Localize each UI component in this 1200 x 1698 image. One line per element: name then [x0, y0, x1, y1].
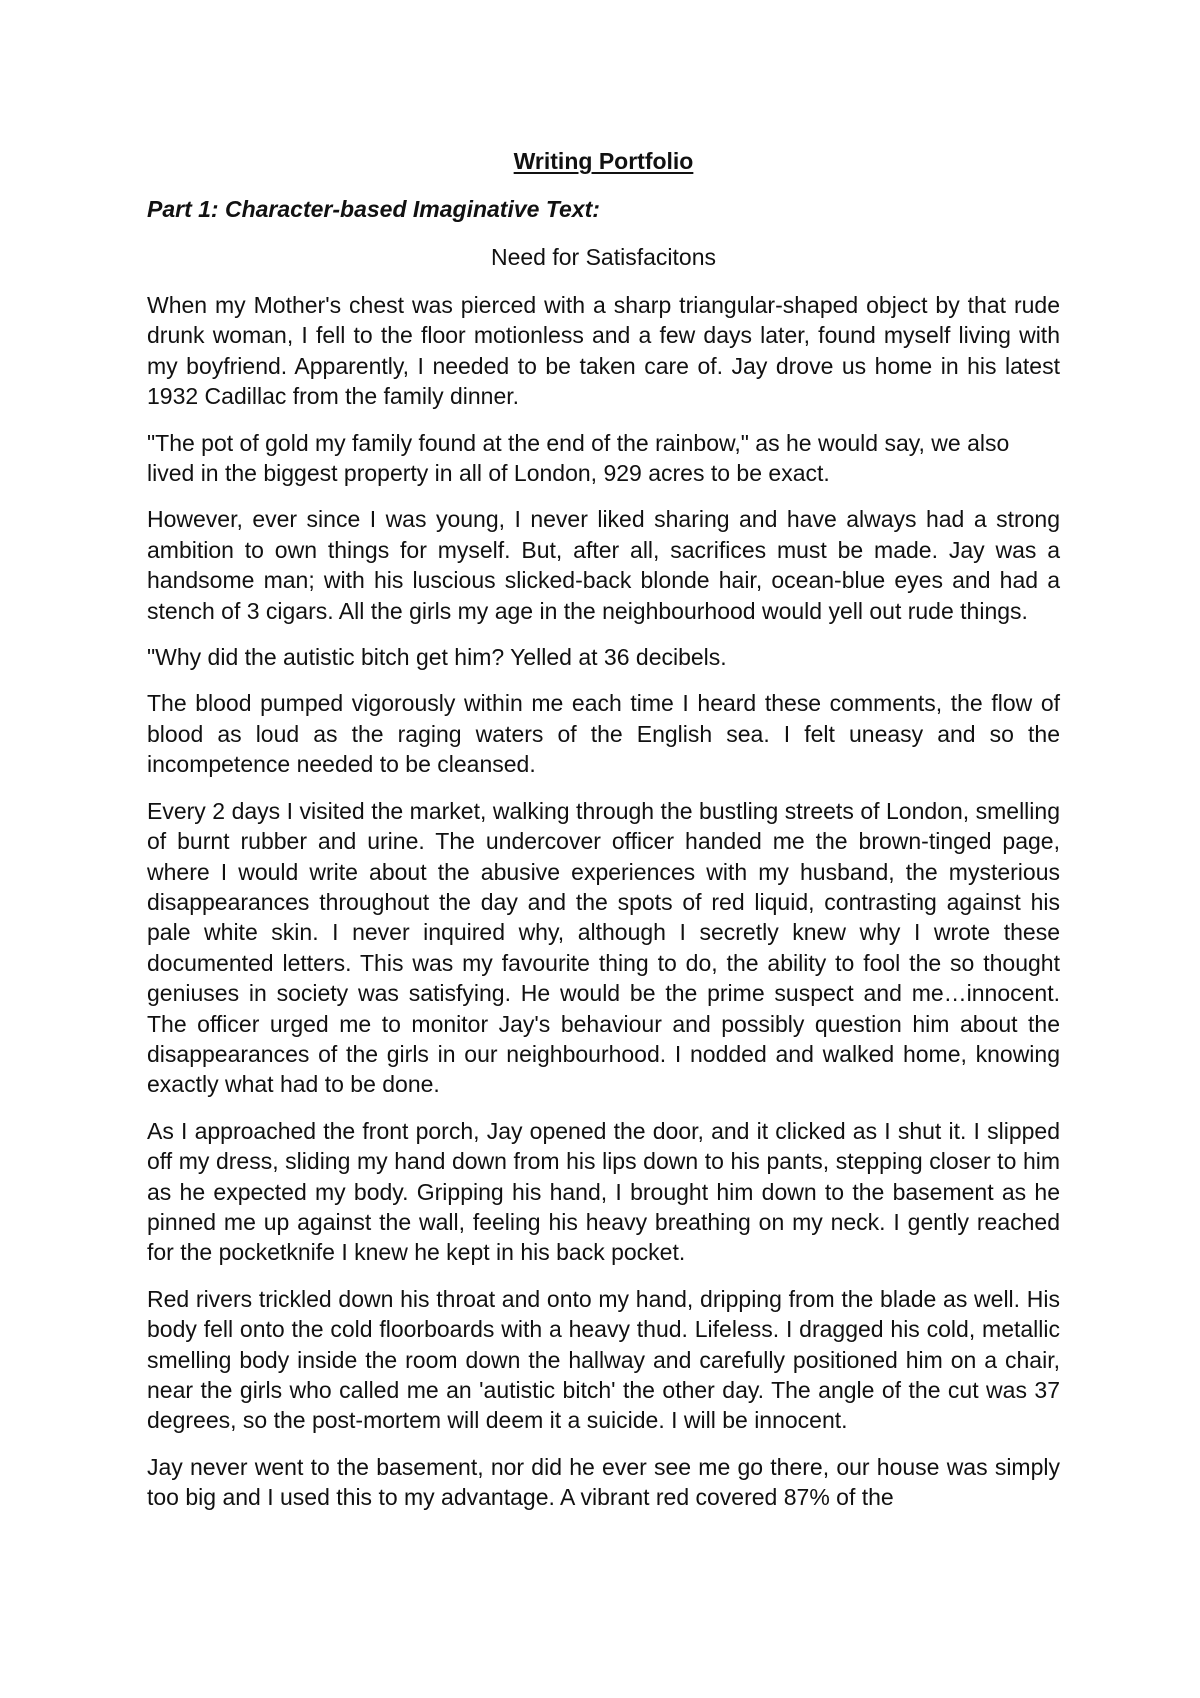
story-title: Need for Satisfacitons [490, 244, 716, 270]
document-title: Writing Portfolio [513, 148, 694, 174]
part-heading: Part 1: Character-based Imaginative Text: [147, 196, 600, 222]
paragraph: Red rivers trickled down his throat and onto my hand, dripping from the blade as well. His body fell onto the cold floorboards with a heavy thud. Lifeless. I dragged his cold, metallic smelling body inside the room down the hallway and carefully positioned him on a chair, near the girls who called me an 'autistic bitch' the other day. The angle of the cut was 37 degrees, so the post-mortem will deem it a suicide. I will be innocent. [147, 1285, 1060, 1434]
paragraph: As I approached the front porch, Jay opened the door, and it clicked as I shut it. I slipped off my dress, sliding my hand down from his lips down to his pants, stepping closer to him as he expected my body. Gripping his hand, I brought him down to the basement as he pinned me up against the wall, feeling his heavy breathing on my neck. I gently reached for the pocketknife I knew he kept in his back pocket. [147, 1117, 1060, 1266]
paragraph: However, ever since I was young, I never liked sharing and have always had a strong ambition to own things for myself. But, after all, sacrifices must be made. Jay was a handsome man; with his luscious slicked-back blonde hair, ocean-blue eyes and had a stench of 3 cigars. All the girls my age in the neighbourhood would yell out rude things. [147, 506, 1060, 624]
paragraph: Every 2 days I visited the market, walking through the bustling streets of London, smelling of burnt rubber and urine. The undercover officer handed me the brown-tinged page, where I would write about the abusive experiences with my husband, the mysterious disappearances throughout the day and the spots of red liquid, contrasting against his pale white skin. I never inquired why, although I secretly knew why I wrote these documented letters. This was my favourite thing to do, the ability to fool the so thought geniuses in society was satisfying. He would be the prime suspect and me…innocent. The officer urged me to monitor Jay's behaviour and possibly question him about the disappearances of the girls in our neighbourhood. I nodded and walked home, knowing exactly what had to be done. [147, 797, 1060, 1098]
paragraph: When my Mother's chest was pierced with a sharp triangular-shaped object by that rude drunk woman, I fell to the floor motionless and a few days later, found myself living with my boyfriend. Apparently, I needed to be taken care of. Jay drove us home in his latest 1932 Cadillac from the family dinner. [147, 292, 1060, 410]
paragraph: The blood pumped vigorously within me each time I heard these comments, the flow of blood as loud as the raging waters of the English sea. I felt uneasy and so the incompetence needed to be cleansed. [147, 690, 1060, 778]
document-page [147, 138, 1060, 1513]
paragraph: "Why did the autistic bitch get him? Yelled at 36 decibels. [147, 644, 727, 671]
paragraph: "The pot of gold my family found at the end of the rainbow," as he would say, we also lived in the biggest property in all of London, 929 acres to be exact. [147, 429, 1010, 487]
paragraph: Jay never went to the basement, nor did he ever see me go there, our house was simply too big and I used this to my advantage. A vibrant red covered 87% of the [147, 1453, 1060, 1511]
